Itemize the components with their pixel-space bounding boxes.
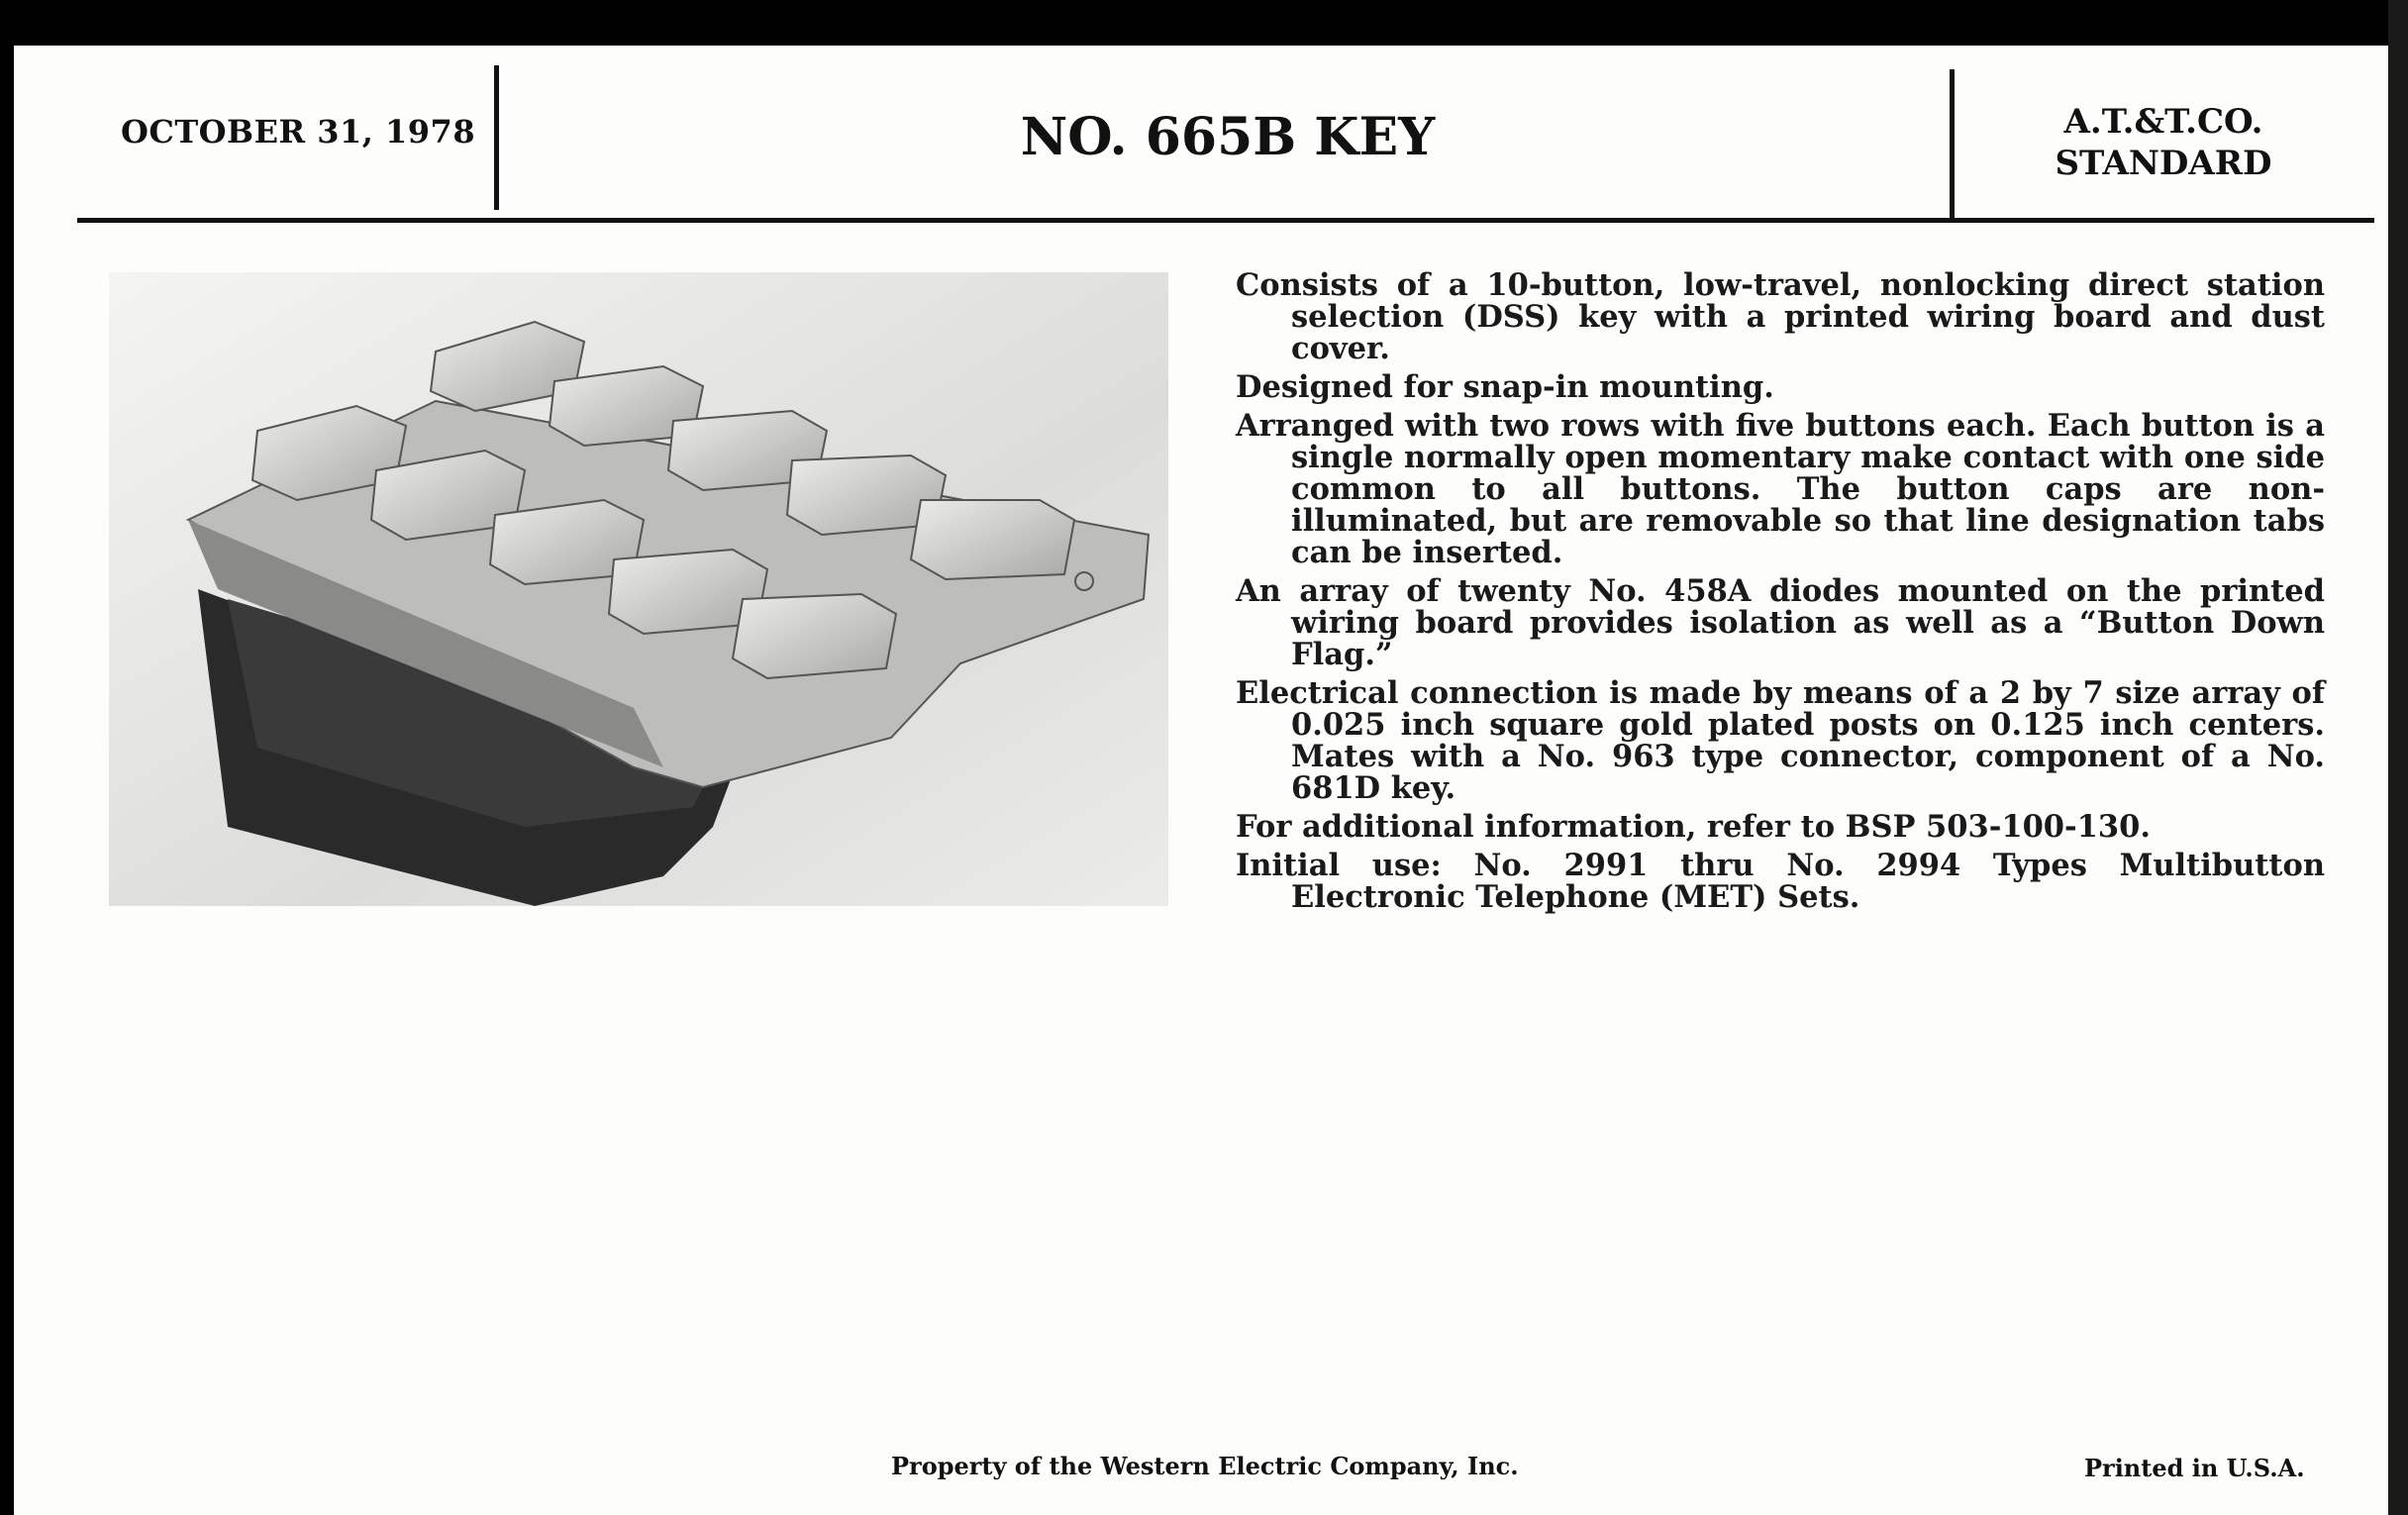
issue-date: OCTOBER 31, 1978 bbox=[121, 113, 476, 151]
description-text bbox=[1236, 269, 2325, 920]
paragraph-connection: Electrical connection is made by means of a 2 by 7 size array of 0.025 inch square gold plated posts on 0.125 inch centers. Mates with a No. 963 type connector, component of a No. 681D key. bbox=[1236, 675, 2325, 806]
paragraph-arrangement: Arranged with two rows with five buttons each. Each button is a single normally open momentary make contact with one side common to all buttons. The button caps are non-illuminated, but are removable so that line designation tabs can be inserted. bbox=[1236, 408, 2325, 570]
key-assembly-photo bbox=[109, 272, 1168, 906]
standard-line-2: STANDARD bbox=[2055, 144, 2272, 183]
paragraph-mounting: Designed for snap-in mounting. bbox=[1236, 369, 1774, 405]
footer-property: Property of the Western Electric Company, Inc. bbox=[891, 1452, 1519, 1480]
page-title: NO. 665B KEY bbox=[1020, 107, 1436, 167]
footer-printed: Printed in U.S.A. bbox=[2084, 1454, 2305, 1482]
standard-label bbox=[1956, 101, 2371, 184]
header-rule bbox=[77, 218, 2374, 223]
header-divider-right bbox=[1950, 69, 1955, 220]
header-divider-left bbox=[494, 65, 499, 210]
standard-line-1: A.T.&T.CO. bbox=[2063, 102, 2263, 142]
paragraph-initial-use: Initial use: No. 2991 thru No. 2994 Types Multibutton Electronic Telephone (MET) Sets. bbox=[1236, 848, 2325, 915]
paragraph-diodes: An array of twenty No. 458A diodes mounted on the printed wiring board provides isolation as well as a “Button Down Flag.” bbox=[1236, 573, 2325, 672]
paragraph-consists: Consists of a 10-button, low-travel, nonlocking direct station selection (DSS) key with a printed wiring board and dust cover. bbox=[1236, 267, 2325, 366]
scan-edge bbox=[2388, 0, 2408, 1515]
paragraph-reference: For additional information, refer to BSP 503-100-130. bbox=[1236, 809, 2151, 845]
